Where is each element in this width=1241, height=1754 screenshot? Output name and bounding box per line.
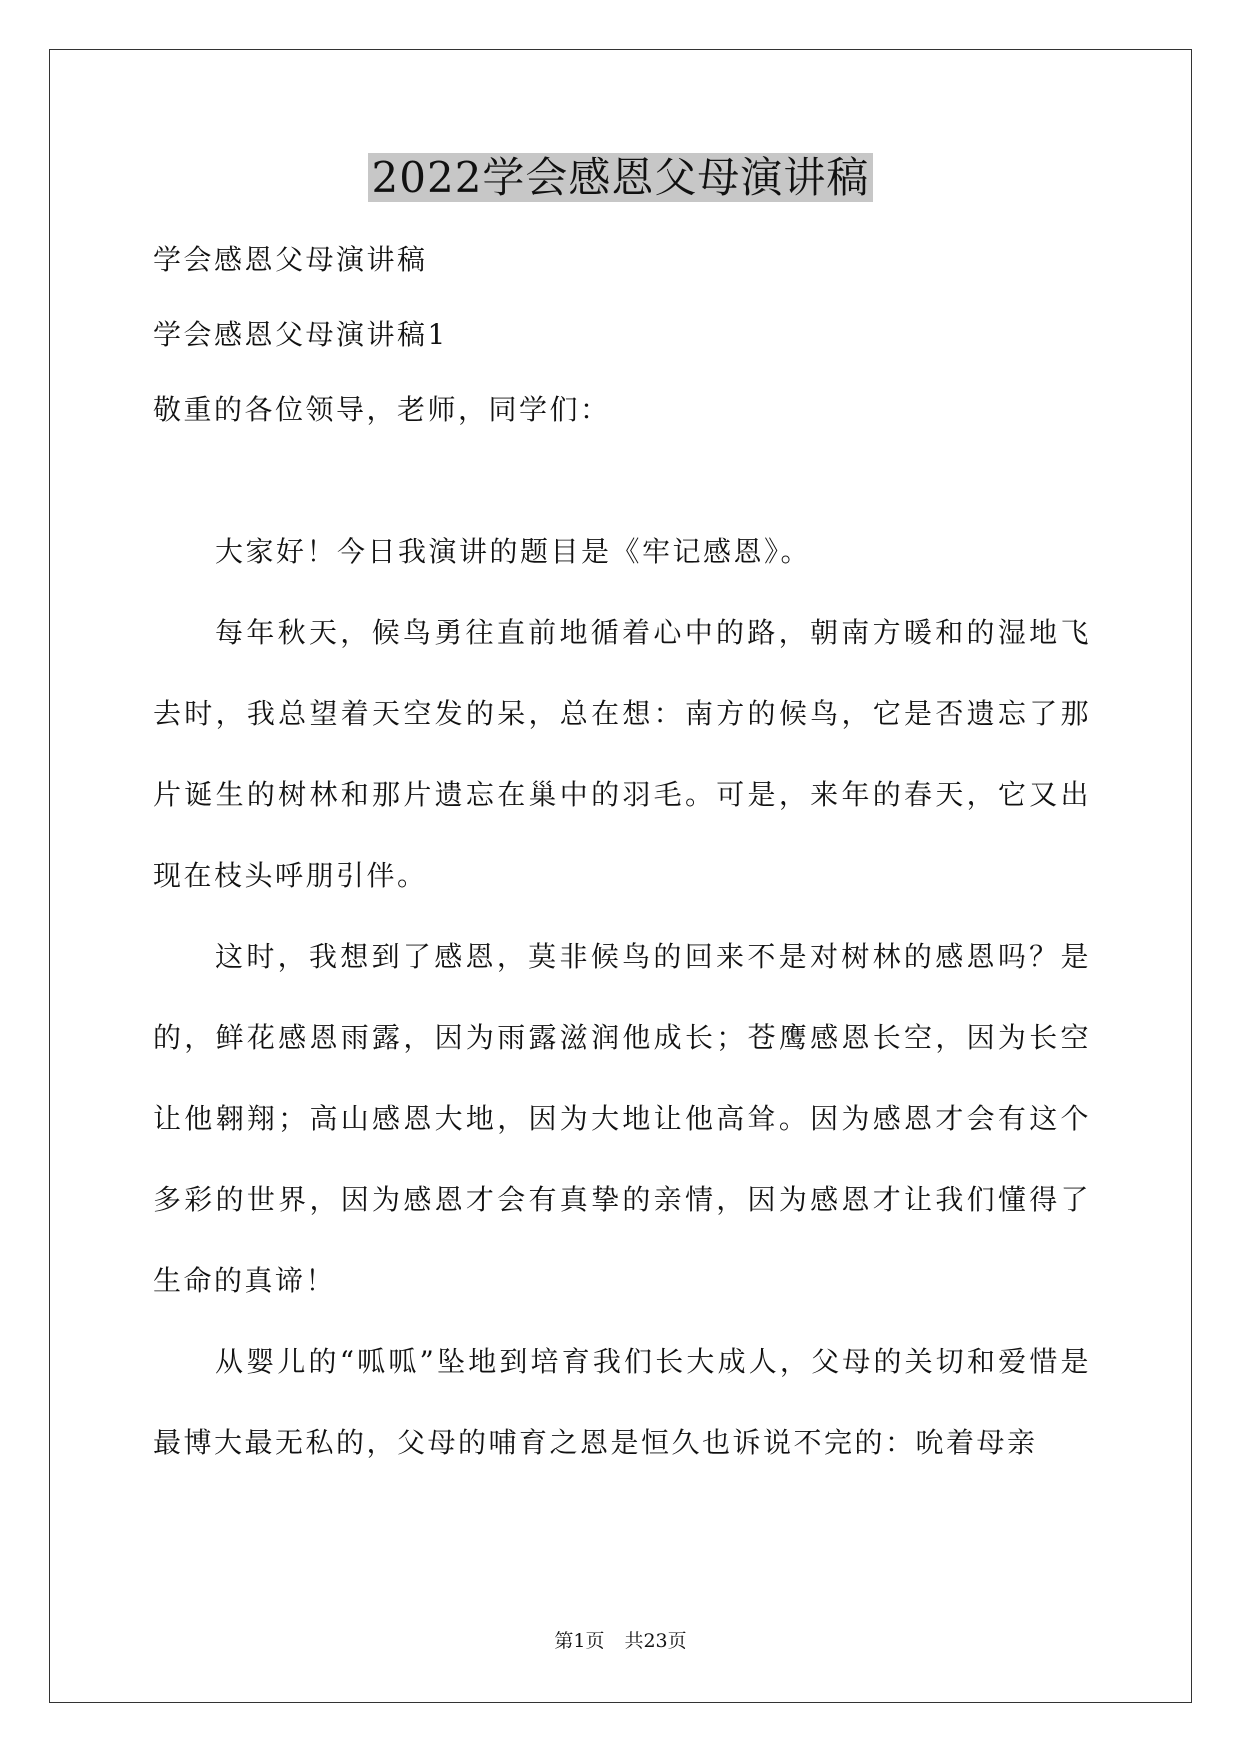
paragraph: 大家好！今日我演讲的题目是《牢记感恩》。 <box>215 535 812 568</box>
page-footer <box>0 1628 1241 1654</box>
salutation: 敬重的各位领导，老师，同学们： <box>153 393 611 426</box>
document-body <box>153 511 1091 1483</box>
document-title <box>0 150 1241 206</box>
page-total: 共23页 <box>624 1630 687 1652</box>
paragraph: 这时，我想到了感恩，莫非候鸟的回来不是对树林的感恩吗？是的，鲜花感恩雨露，因为雨露滋润他成长；苍鹰感恩长空，因为长空让他翱翔；高山感恩大地，因为大地让他高耸。因为感恩才会有这个多彩的世界，因为感恩才会有真挚的亲情，因为感恩才让我们懂得了生命的真谛！ <box>153 940 1091 1297</box>
page-number: 第1页 <box>554 1630 605 1652</box>
section-heading: 学会感恩父母演讲稿1 <box>153 318 448 351</box>
subtitle: 学会感恩父母演讲稿 <box>153 243 428 276</box>
title-text: 2022学会感恩父母演讲稿 <box>368 153 874 202</box>
paragraph: 每年秋天，候鸟勇往直前地循着心中的路，朝南方暖和的湿地飞去时，我总望着天空发的呆，总在想：南方的候鸟，它是否遗忘了那片诞生的树林和那片遗忘在巢中的羽毛。可是，来年的春天，它又出现在枝头呼朋引伴。 <box>153 616 1091 892</box>
paragraph: 从婴儿的“呱呱”坠地到培育我们长大成人，父母的关切和爱惜是最博大最无私的，父母的哺育之恩是恒久也诉说不完的：吮着母亲 <box>153 1345 1091 1459</box>
